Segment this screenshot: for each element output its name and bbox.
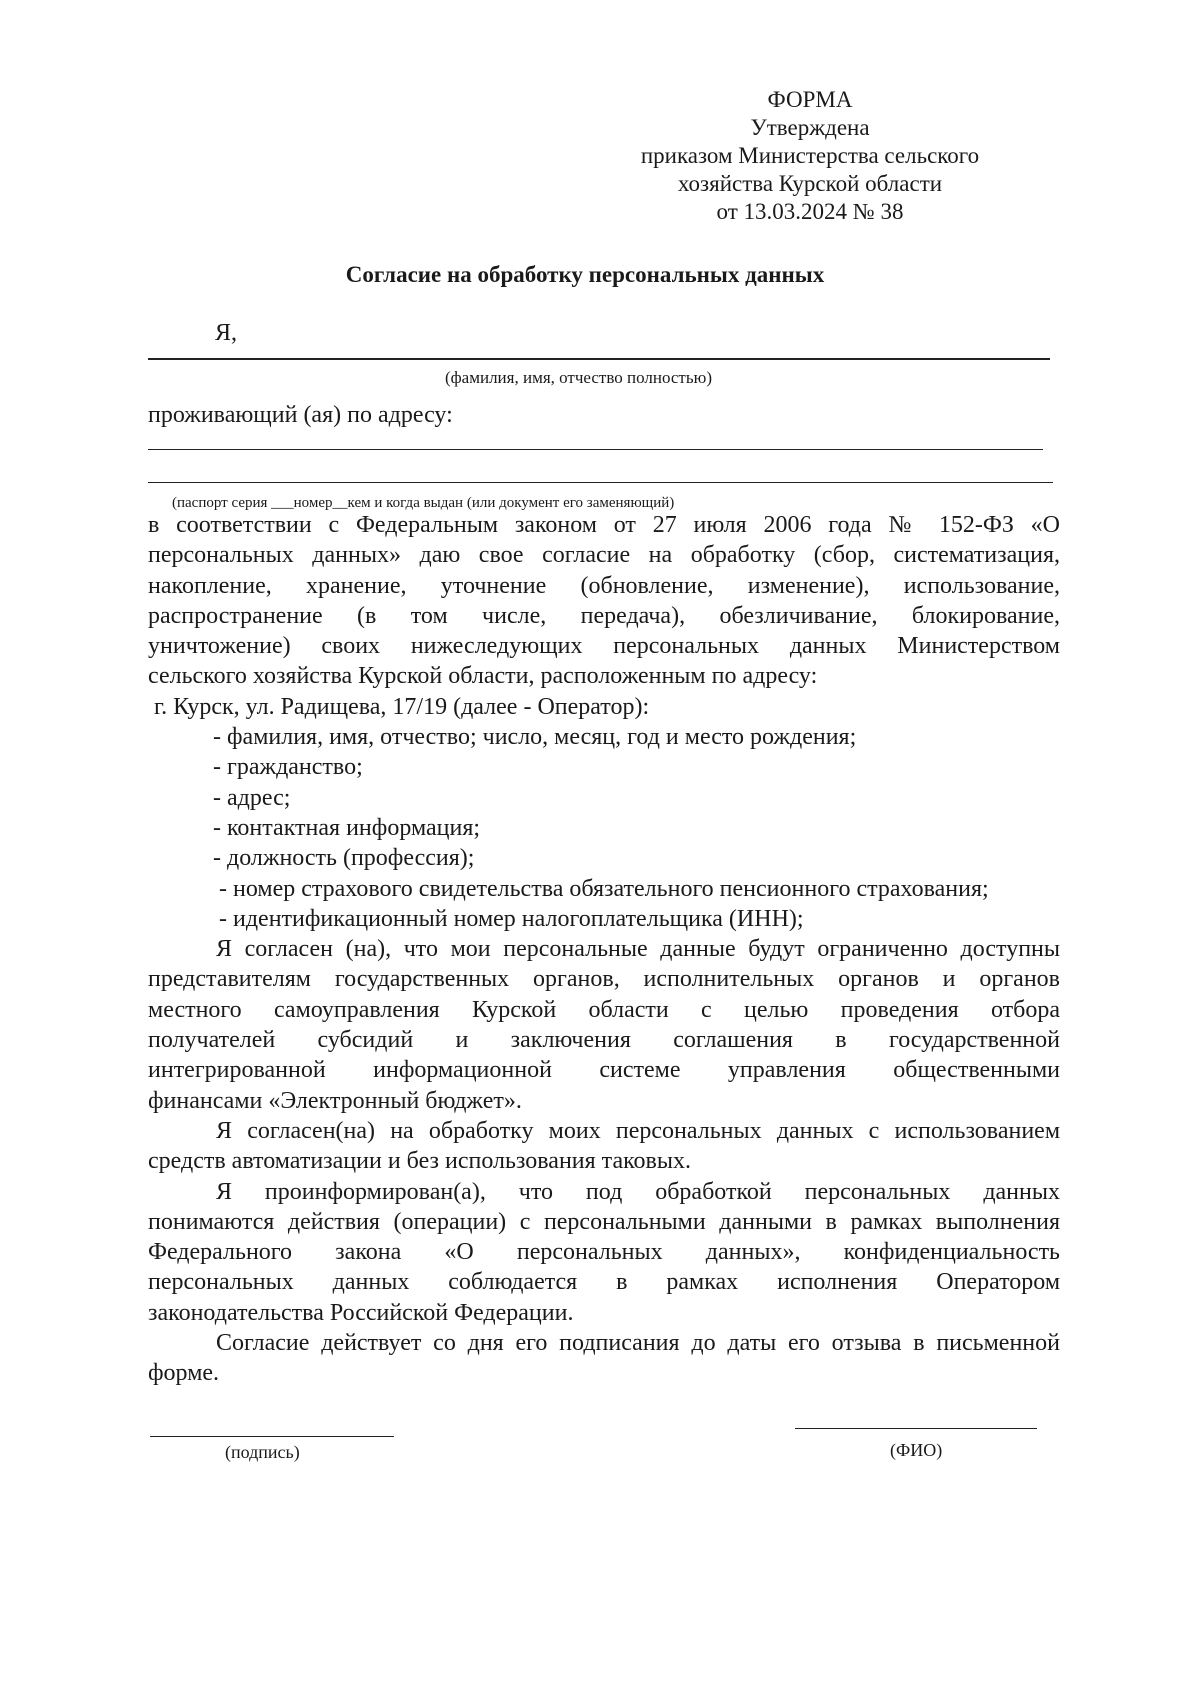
fio-caption: (фамилия, имя, отчество полностью) xyxy=(445,368,712,387)
text-line: распространение (в том числе, передача), обезличивание, блокирование, xyxy=(148,602,1060,629)
list-item: - гражданство; xyxy=(213,754,363,781)
text-line: понимаются действия (операции) с персональными данными в рамках выполнения xyxy=(148,1208,1060,1235)
text-line: средств автоматизации и без использования таковых. xyxy=(148,1148,691,1175)
text-line: интегрированной информационной системе управления общественными xyxy=(148,1057,1060,1084)
form-header xyxy=(560,86,1060,226)
text-line: законодательства Российской Федерации. xyxy=(148,1299,574,1326)
list-item: - адрес; xyxy=(213,784,291,811)
text-line: Я согласен (на), что мои персональные данные будут ограниченно доступны xyxy=(216,936,1060,963)
text-line: уничтожение) своих нижеследующих персональных данных Министерством xyxy=(148,633,1060,660)
text-line: персональных данных соблюдается в рамках исполнения Оператором xyxy=(148,1269,1060,1296)
ya-label: Я, xyxy=(215,320,238,346)
paragraph-1 xyxy=(148,510,1060,722)
form-label: ФОРМА xyxy=(767,87,853,112)
paragraph-4 xyxy=(148,1177,1060,1328)
approved-label: Утверждена xyxy=(750,115,870,140)
order-line-1: приказом Министерства сельского xyxy=(640,143,980,168)
signature-blank-line xyxy=(150,1436,394,1437)
address-blank-line-2 xyxy=(148,482,1053,483)
list-item: - контактная информация; xyxy=(213,814,481,841)
fio-signature-caption: (ФИО) xyxy=(890,1440,943,1460)
text-line: местного самоуправления Курской области с целью проведения отбора xyxy=(148,996,1060,1023)
text-line: получателей субсидий и заключения соглашения в государственной xyxy=(148,1027,1060,1054)
text-line: Федерального закона «О персональных данных», конфиденциальность xyxy=(148,1239,1060,1266)
list-item: - идентификационный номер налогоплательщика (ИНН); xyxy=(213,905,804,932)
document-title: Согласие на обработку персональных данных xyxy=(345,262,825,287)
fio-signature-blank-line xyxy=(795,1428,1037,1429)
text-line: представителям государственных органов, исполнительных органов и органов xyxy=(148,966,1060,993)
text-line: финансами «Электронный бюджет». xyxy=(148,1087,522,1114)
operator-address: г. Курск, ул. Радищева, 17/19 (далее - Оператор): xyxy=(148,693,650,720)
passport-caption: (паспорт серия ___номер__кем и когда выдан (или документ его заменяющий) xyxy=(172,495,675,511)
address-blank-line-1 xyxy=(148,449,1043,450)
text-line: Согласие действует со дня его подписания до даты его отзыва в письменной xyxy=(216,1330,1060,1357)
text-line: сельского хозяйства Курской области, расположенным по адресу: xyxy=(148,663,818,690)
consent-body xyxy=(148,510,1060,1389)
order-line-2: хозяйства Курской области xyxy=(677,171,943,196)
text-line: форме. xyxy=(148,1360,220,1387)
list-item: - фамилия, имя, отчество; число, месяц, год и место рождения; xyxy=(213,724,857,751)
fio-blank-line xyxy=(148,358,1050,360)
signature-caption: (подпись) xyxy=(225,1442,300,1462)
paragraph-3 xyxy=(148,1116,1060,1177)
paragraph-2 xyxy=(148,934,1060,1116)
text-line: Я согласен(на) на обработку моих персональных данных с использованием xyxy=(216,1117,1060,1144)
paragraph-5 xyxy=(148,1328,1060,1389)
order-date-number: от 13.03.2024 № 38 xyxy=(716,199,904,224)
text-line: накопление, хранение, уточнение (обновление, изменение), использование, xyxy=(148,572,1060,599)
text-line: в соответствии с Федеральным законом от 27 июля 2006 года № 152-ФЗ «О xyxy=(148,512,1060,538)
text-line: Я проинформирован(а), что под обработкой персональных данных xyxy=(216,1178,1060,1205)
list-item: - должность (профессия); xyxy=(213,845,475,872)
personal-data-list xyxy=(148,722,1060,934)
list-item: - номер страхового свидетельства обязательного пенсионного страхования; xyxy=(213,875,989,902)
address-label: проживающий (ая) по адресу: xyxy=(148,402,453,428)
text-line: персональных данных» даю свое согласие на обработку (сбор, систематизация, xyxy=(148,542,1060,569)
